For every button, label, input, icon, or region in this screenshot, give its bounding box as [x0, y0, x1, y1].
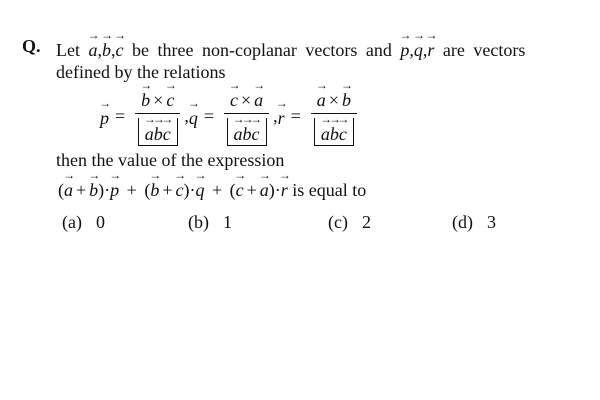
text-let: Let	[56, 40, 80, 60]
vector-b: → b	[150, 176, 159, 201]
vector-b: → b	[141, 86, 150, 111]
dot-sign: ·	[104, 180, 111, 200]
comma: ,	[273, 105, 278, 126]
equals-sign: =	[115, 105, 126, 126]
vector-a: → a	[89, 36, 98, 61]
option-a[interactable]	[62, 212, 105, 233]
question-label: Q.	[22, 36, 41, 56]
dot-sign: ·	[189, 180, 196, 200]
numerator-a-cross-b	[311, 86, 357, 114]
vector-c: → c	[116, 36, 124, 61]
plus-sign: +	[211, 180, 223, 200]
equals-sign: =	[290, 105, 301, 126]
comma: ,	[184, 105, 189, 126]
vector-a: → a	[64, 176, 73, 201]
denominator-box-abc	[227, 114, 267, 146]
plus-sign: +	[246, 180, 257, 200]
question-line-1	[56, 36, 525, 61]
vector-c: → c	[236, 176, 244, 201]
paren-open: (	[144, 180, 151, 200]
cross-sign: ×	[240, 90, 252, 110]
option-value: 3	[487, 212, 496, 232]
vector-a: → a	[321, 120, 330, 145]
vector-c: → c	[166, 86, 174, 111]
option-value: 0	[95, 212, 105, 232]
numerator-b-cross-c	[135, 86, 180, 114]
option-label: (d)	[452, 212, 473, 232]
vector-a: → a	[254, 86, 263, 111]
equals-sign: =	[203, 105, 214, 126]
option-b[interactable]	[188, 212, 232, 233]
comma: ,	[409, 40, 414, 60]
cross-sign: ×	[328, 90, 339, 110]
comma: ,	[422, 40, 428, 60]
option-value: 1	[223, 212, 232, 232]
vector-a: → a	[145, 120, 154, 145]
vector-a: → a	[317, 86, 326, 111]
denominator-box-abc	[138, 114, 178, 146]
vector-a: → a	[260, 176, 269, 201]
vector-r: → r	[281, 176, 288, 201]
vector-b: → b	[154, 120, 163, 145]
fraction-q	[224, 86, 269, 146]
comma: ,	[111, 40, 116, 60]
plus-sign: +	[126, 180, 137, 200]
vector-c: → c	[252, 120, 260, 145]
vector-b: → b	[330, 120, 339, 145]
paren-open: (	[229, 180, 236, 200]
option-d[interactable]	[452, 212, 496, 233]
paren-close: )	[183, 180, 190, 200]
option-label: (c)	[328, 212, 348, 232]
plus-sign: +	[76, 180, 87, 200]
vector-r: → r	[278, 104, 285, 129]
scalar-triple-product	[227, 118, 267, 146]
dot-sign: ·	[274, 180, 281, 200]
text-is-equal-to: is equal to	[292, 180, 367, 200]
text-are-vectors: are vectors	[442, 40, 526, 60]
vector-b: → b	[342, 86, 351, 111]
vector-b: → b	[243, 120, 252, 145]
question-line-2: defined by the relations	[56, 62, 226, 82]
vector-q: → q	[414, 36, 423, 61]
vector-b: → b	[102, 36, 111, 61]
option-value: 2	[361, 212, 371, 232]
option-c[interactable]	[328, 212, 371, 233]
relations-equation	[100, 86, 361, 146]
denominator-box-abc	[314, 114, 354, 146]
vector-c: → c	[163, 120, 171, 145]
paren-close: )	[98, 180, 105, 200]
vector-p: → p	[100, 104, 109, 129]
vector-b: → b	[89, 176, 98, 201]
vector-p: → p	[110, 176, 119, 201]
scalar-triple-product	[138, 118, 178, 146]
cross-sign: ×	[153, 90, 164, 110]
option-label: (a)	[62, 212, 82, 232]
text-noncoplanar: be three non-coplanar vectors and	[132, 40, 392, 60]
vector-c: → c	[339, 120, 347, 145]
fraction-p	[135, 86, 180, 146]
fraction-r	[311, 86, 357, 146]
vector-c: → c	[175, 176, 183, 201]
vector-q: → q	[195, 176, 204, 201]
scalar-triple-product	[314, 118, 354, 146]
vector-r: → r	[427, 36, 434, 61]
vector-c: → c	[230, 86, 238, 111]
vector-a: → a	[234, 120, 243, 145]
paren-close: )	[268, 180, 275, 200]
expression	[58, 176, 366, 201]
numerator-c-cross-a	[224, 86, 269, 114]
plus-sign: +	[162, 180, 173, 200]
comma: ,	[97, 40, 102, 60]
paren-open: (	[58, 180, 64, 200]
question-line-then: then the value of the expression	[56, 150, 285, 170]
option-label: (b)	[188, 212, 209, 232]
vector-q: → q	[189, 104, 198, 129]
vector-p: → p	[400, 36, 409, 61]
